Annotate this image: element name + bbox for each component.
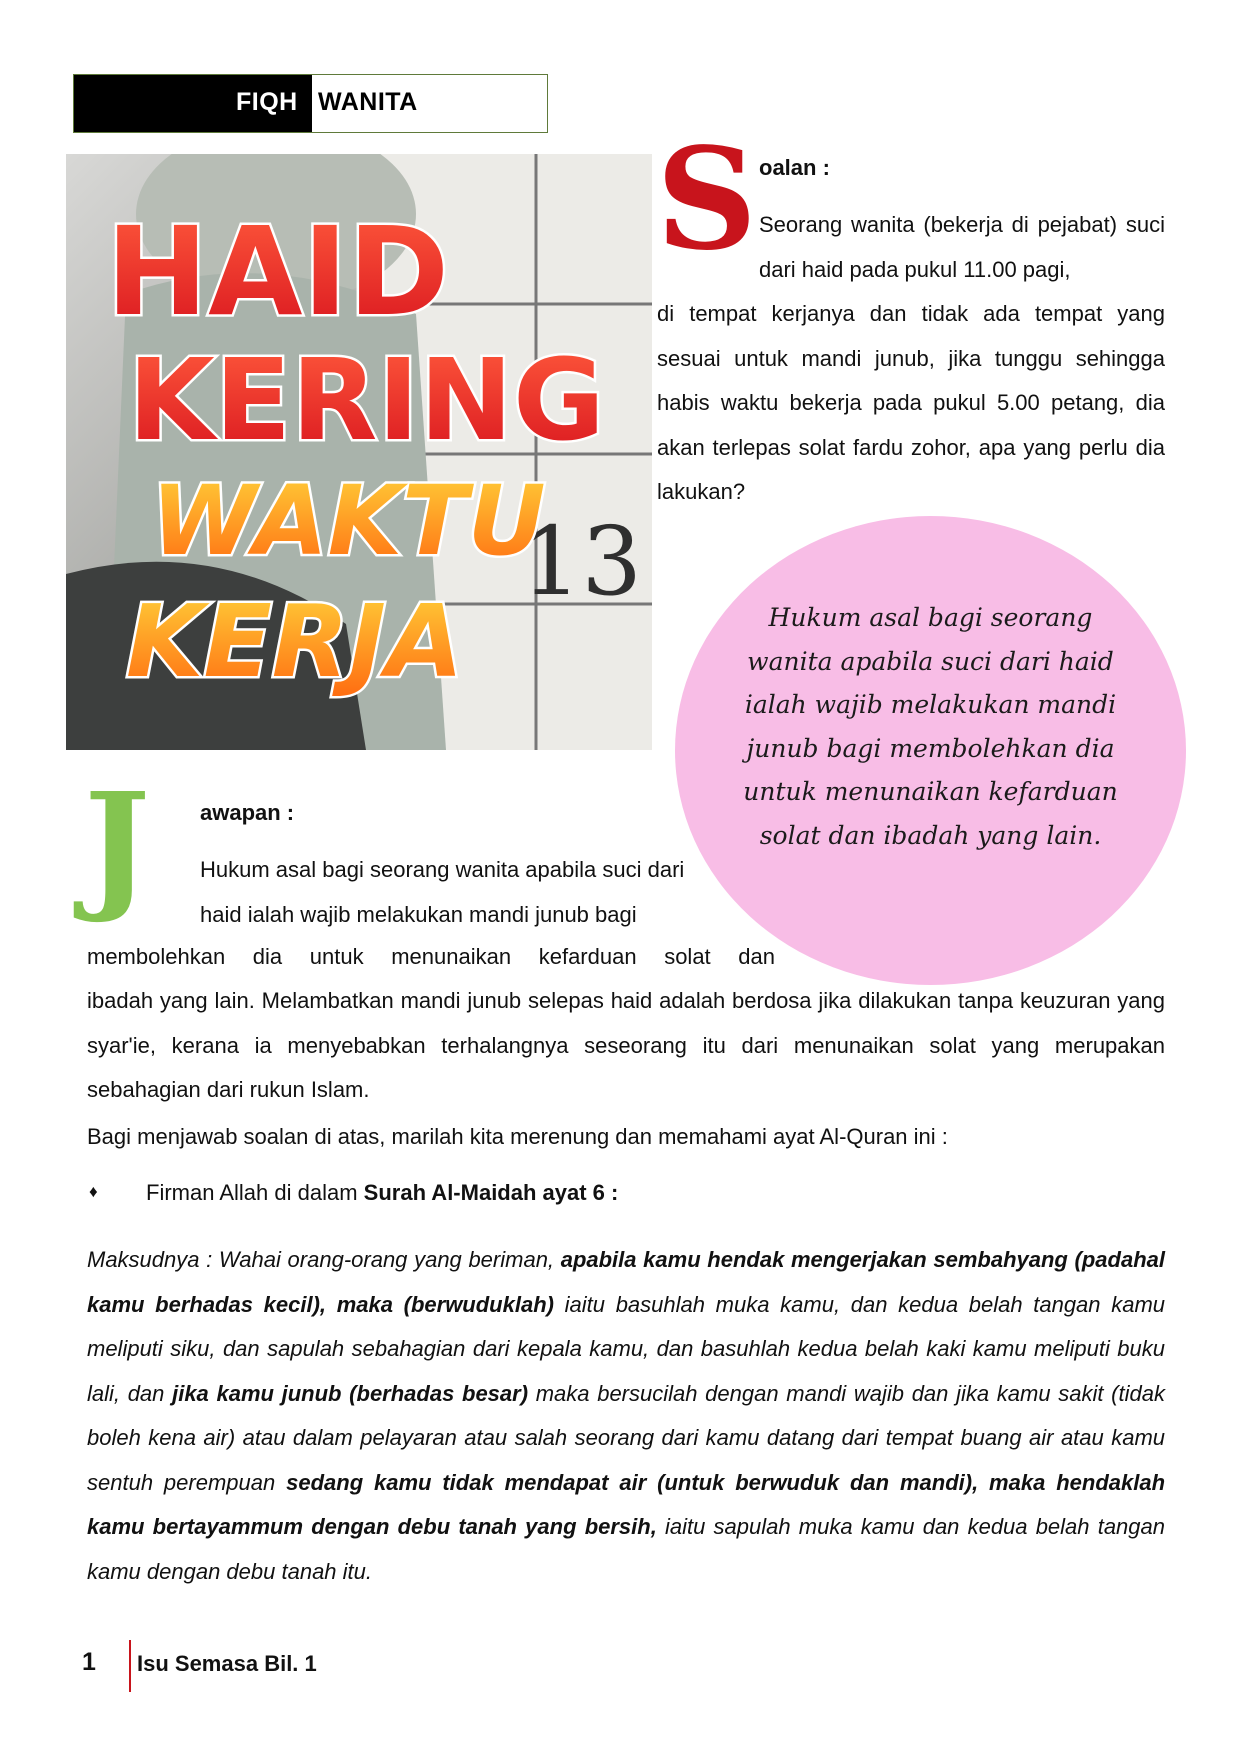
calendar-number: 13 <box>521 507 642 617</box>
jawapan-heading: awapan : <box>200 800 295 825</box>
callout-circle <box>675 516 1186 985</box>
cover-word-waktu: WAKTU <box>151 465 546 577</box>
jawapan-text-part1: Hukum asal bagi seorang wanita apabila suci dari haid ialah wajib melakukan mandi junub bagi <box>200 857 685 927</box>
label-fiqh: FIQH <box>236 88 298 116</box>
callout-text: Hukum asal bagi seorang wanita apabila suci dari haid ialah wajib melakukan mandi junub bagi membolehkan dia untuk menunaikan kefarduan solat dan ibadah yang lain. <box>743 603 1118 850</box>
translation-emphasis: sedang kamu tidak mendapat air (untuk berwuduk dan mandi), maka hendaklah kamu bertayammum dengan debu tanah yang bersih, <box>87 1469 1166 1539</box>
translation-emphasis: apabila kamu hendak mengerjakan sembahyang (padahal kamu berhadas kecil), maka (berwuduklah) <box>87 1247 1165 1317</box>
soalan-text-part1: Seorang wanita (bekerja di pejabat) suci dari haid pada pukul 11.00 pagi, <box>759 212 1165 282</box>
cover-word-kering: KERING <box>128 336 605 466</box>
cover-word-haid: HAID <box>106 201 450 343</box>
section-label <box>73 74 548 133</box>
intro-paragraph: Bagi menjawab soalan di atas, marilah kita merenung dan memahami ayat Al-Quran ini : <box>87 1124 948 1149</box>
translation-segment: iaitu sapulah muka kamu dan kedua belah tangan kamu dengan debu tanah itu. <box>87 1514 1165 1584</box>
surah-reference: Surah Al-Maidah ayat 6 : <box>363 1180 619 1205</box>
jawapan-text-part2: membolehkan dia untuk menunaikan kefarduan solat dan <box>87 944 775 969</box>
soalan-text-part2: di tempat kerjanya dan tidak ada tempat yang sesuai untuk mandi junub, jika tunggu sehingga habis waktu bekerja pada pukul 5.00 petang, dia akan terlepas solat fardu zohor, apa yang perlu dia lakukan? <box>657 301 1165 504</box>
firman-text: Firman Allah di dalam <box>146 1180 364 1205</box>
translation-segment: maka bersucilah dengan mandi wajib dan jika kamu sakit (tidak boleh kena air) atau dalam pelayaran atau salah seorang dari kamu datang dari tempat buang air atau kamu sentuh perempuan <box>87 1380 1165 1495</box>
cover-image <box>66 154 652 750</box>
translation-emphasis: jika kamu junub (berhadas besar) <box>172 1380 529 1406</box>
translation-segment: Maksudnya : Wahai orang-orang yang beriman, <box>87 1247 561 1272</box>
cover-word-kerja: KERJA <box>126 583 464 700</box>
jawapan-text-part3: ibadah yang lain. Melambatkan mandi junub selepas haid adalah berdosa jika dilakukan tanpa keuzuran yang syar'ie, kerana ia menyebabkan terhalangnya seseorang itu dari menunaikan solat yang merupakan sebahagian dari rukun Islam. <box>87 988 1165 1102</box>
jawapan-dropcap: J <box>84 763 151 927</box>
firman-line <box>146 1180 618 1206</box>
footer-divider <box>129 1640 131 1692</box>
soalan-heading: oalan : <box>759 155 830 180</box>
translation-segment: iaitu basuhlah muka kamu, dan kedua belah tangan kamu meliputi siku, dan sapulah sebahagian dari kepala kamu, dan basuhlah kedua belah kaki kamu meliputi buku lali, dan <box>87 1291 1166 1406</box>
soalan-dropcap: S <box>656 118 758 282</box>
page-number: 1 <box>82 1648 96 1676</box>
footer-publication: Isu Semasa Bil. 1 <box>137 1651 317 1676</box>
label-wanita: WANITA <box>318 88 418 116</box>
verse-translation <box>87 1238 1165 1594</box>
diamond-bullet-icon: ♦ <box>89 1182 98 1201</box>
